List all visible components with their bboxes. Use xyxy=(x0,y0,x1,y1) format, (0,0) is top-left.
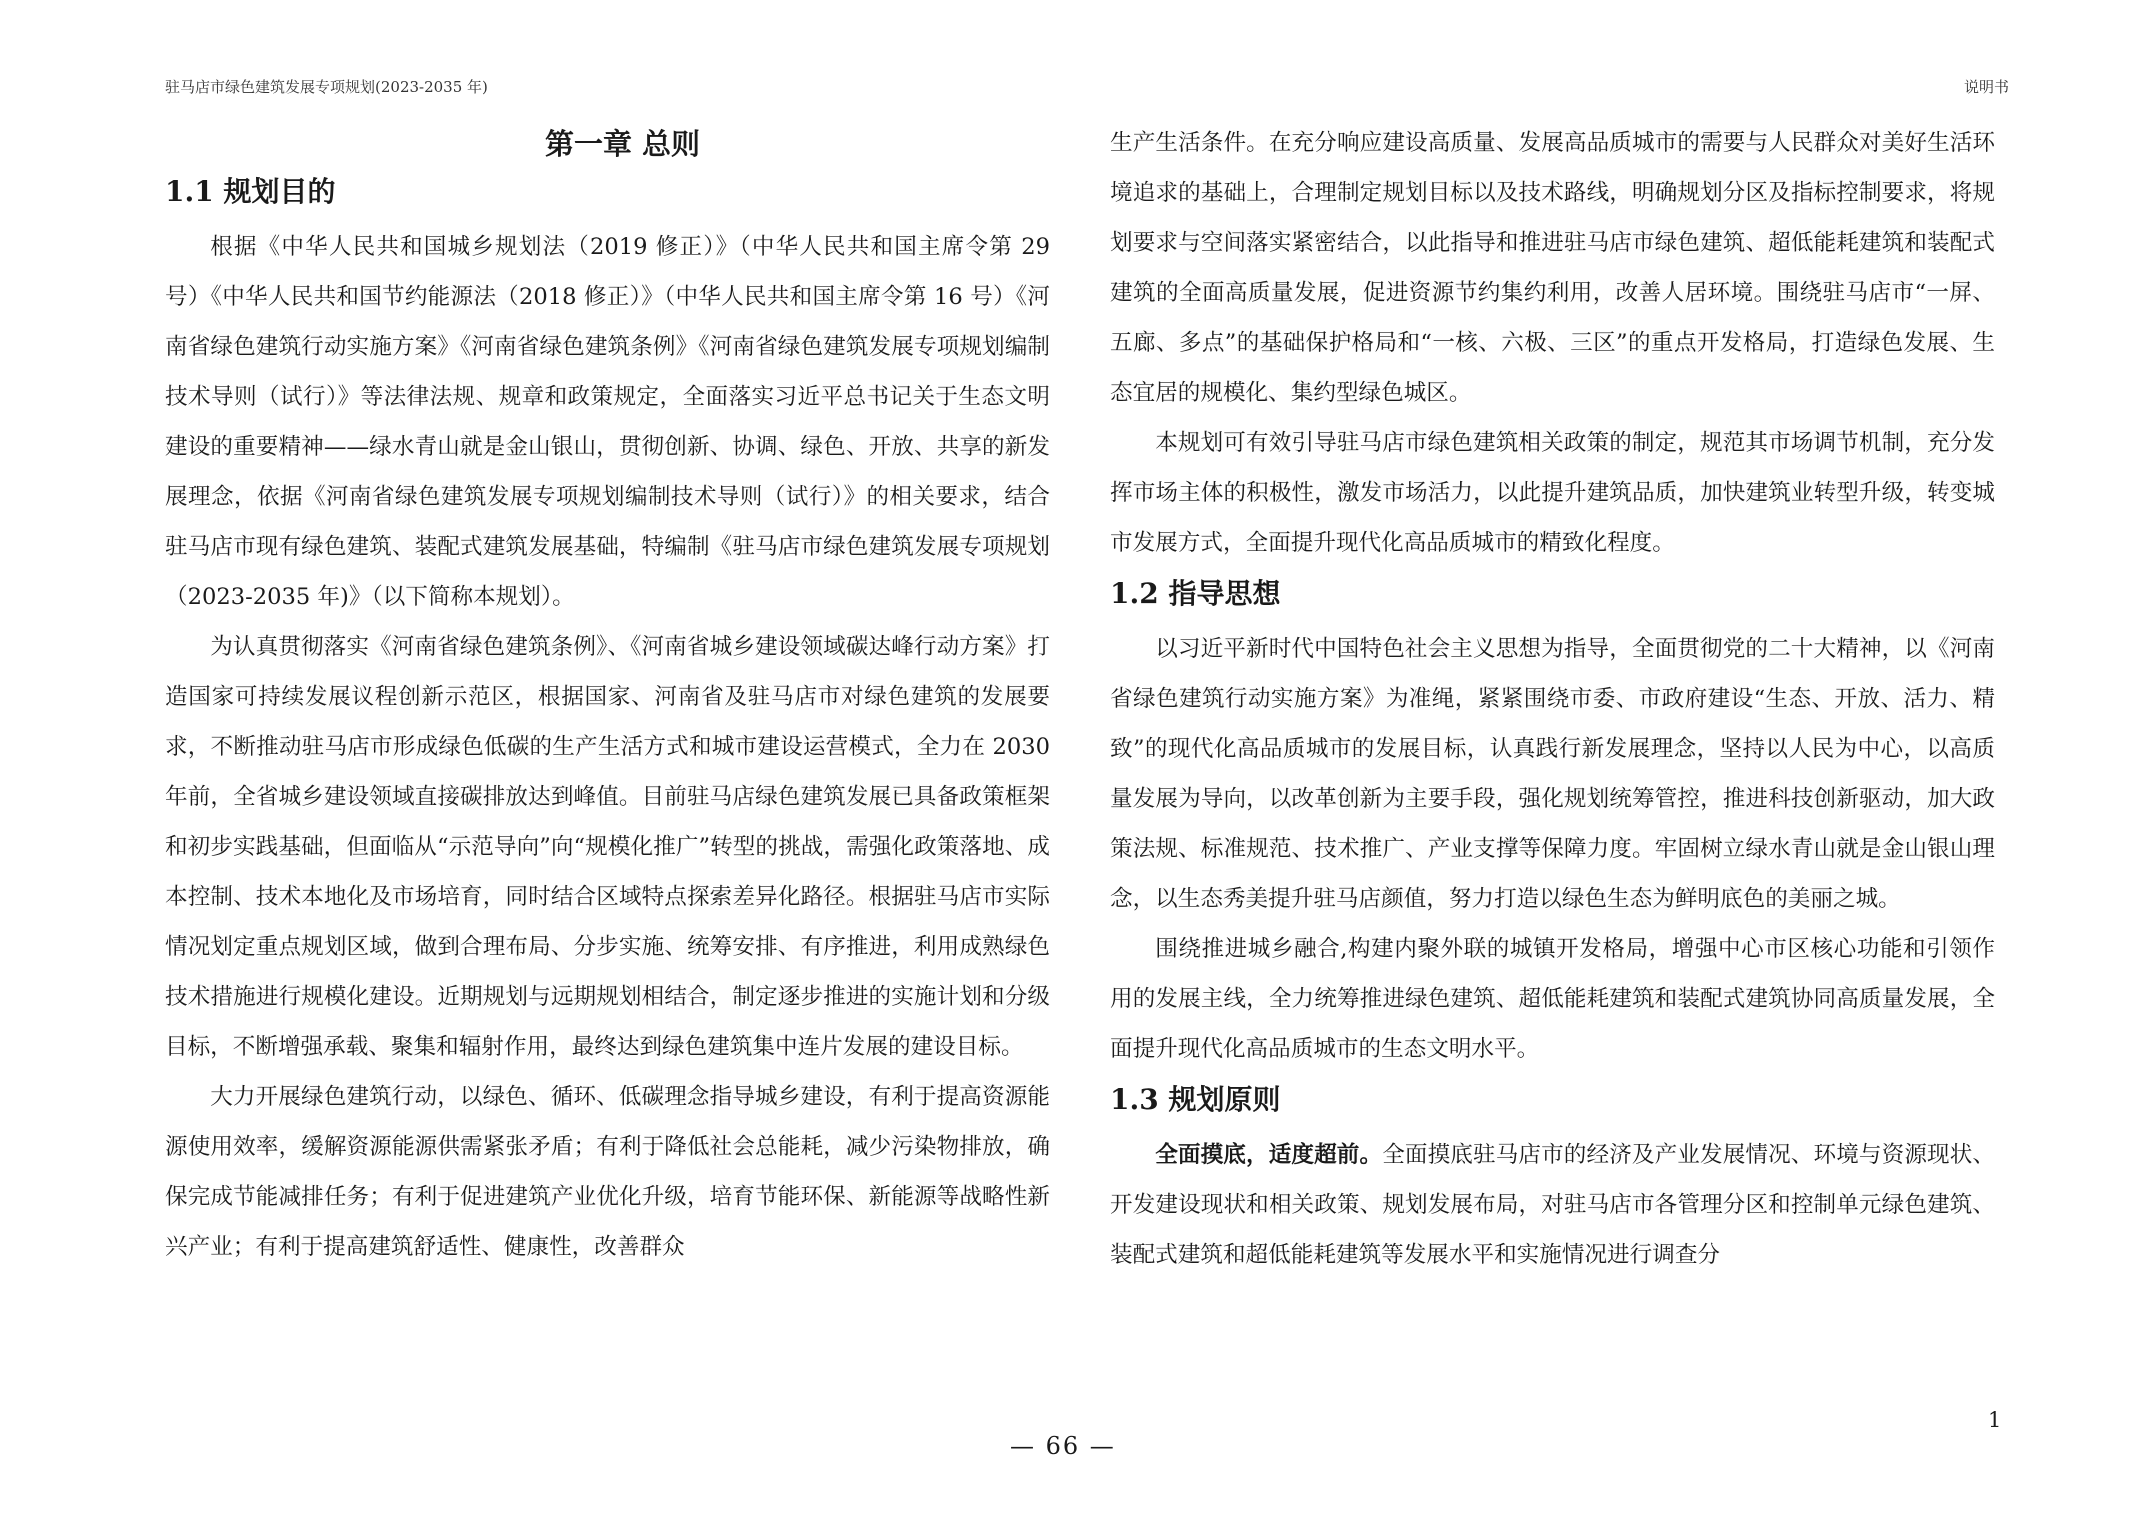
page-number-outer: — 66 — xyxy=(1010,1432,1116,1460)
section-heading-1-1: 1.1 规划目的 xyxy=(165,175,336,208)
page-number-inner: 1 xyxy=(1988,1408,2002,1432)
paragraph-continued: 生产生活条件。在充分响应建设高质量、发展高品质城市的需要与人民群众对美好生活环境追求的基础上，合理制定规划目标以及技术路线，明确规划分区及指标控制要求，将规划要求与空间落实紧密结合，以此指导和推进驻马店市绿色建筑、超低能耗建筑和装配式建筑的全面高质量发展，促进资源节约集约利用，改善人居环境。围绕驻马店市“一屏、五廊、多点”的基础保护格局和“一核、六极、三区”的重点开发格局，打造绿色发展、生态宜居的规模化、集约型绿色城区。 xyxy=(1110,130,1995,406)
section-heading-1-3: 1.3 规划原则 xyxy=(1110,1083,1281,1116)
left-column xyxy=(165,118,1050,1272)
principle-body: 全面摸底驻马店市的经济及产业发展情况、环境与资源现状、开发建设现状和相关政策、规划发展布局，对驻马店市各管理分区和控制单元绿色建筑、装配式建筑和超低能耗建筑等发展水平和实施情况进行调查分 xyxy=(1110,1142,1996,1268)
chapter-title: 第一章 总则 xyxy=(544,127,701,161)
running-header-title: 驻马店市绿色建筑发展专项规划(2023-2035 年) xyxy=(165,78,488,96)
principle-lead: 全面摸底，适度超前。 xyxy=(1155,1142,1383,1168)
paragraph: 为认真贯彻落实《河南省绿色建筑条例》、《河南省城乡建设领域碳达峰行动方案》打造国家可持续发展议程创新示范区，根据国家、河南省及驻马店市对绿色建筑的发展要求，不断推动驻马店市形成绿色低碳的生产生活方式和城市建设运营模式，全力在 2030 年前，全省城乡建设领域直接碳排放达到峰值。目前驻马店绿色建筑发展已具备政策框架和初步实践基础，但面临从“示范导向”向“规模化推广”转型的挑战，需强化政策落地、成本控制、技术本地化及市场培育，同时结合区域特点探索差异化路径。根据驻马店市实际情况划定重点规划区域，做到合理布局、分步实施、统筹安排、有序推进，利用成熟绿色技术措施进行规模化建设。近期规划与远期规划相结合，制定逐步推进的实施计划和分级目标，不断增强承载、聚集和辐射作用，最终达到绿色建筑集中连片发展的建设目标。 xyxy=(165,634,1050,1060)
paragraph: 根据《中华人民共和国城乡规划法（2019 修正）》（中华人民共和国主席令第 29 号）《中华人民共和国节约能源法（2018 修正）》（中华人民共和国主席令第 16 号）《河南省绿色建筑行动实施方案》《河南省绿色建筑条例》《河南省绿色建筑发展专项规划编制技术导则（试行）》等法律法规、规章和政策规定，全面落实习近平总书记关于生态文明建设的重要精神——绿水青山就是金山银山，贯彻创新、协调、绿色、开放、共享的新发展理念，依据《河南省绿色建筑发展专项规划编制技术导则（试行）》的相关要求，结合驻马店市现有绿色建筑、装配式建筑发展基础，特编制《驻马店市绿色建筑发展专项规划（2023-2035 年)》（以下简称本规划）。 xyxy=(165,234,1050,610)
right-column xyxy=(1110,118,1995,1280)
paragraph: 大力开展绿色建筑行动，以绿色、循环、低碳理念指导城乡建设，有利于提高资源能源使用效率，缓解资源能源供需紧张矛盾；有利于降低社会总能耗，减少污染物排放，确保完成节能减排任务；有利于促进建筑产业优化升级，培育节能环保、新能源等战略性新兴产业；有利于提高建筑舒适性、健康性，改善群众 xyxy=(165,1084,1050,1260)
paragraph: 以习近平新时代中国特色社会主义思想为指导，全面贯彻党的二十大精神，以《河南省绿色建筑行动实施方案》为准绳，紧紧围绕市委、市政府建设“生态、开放、活力、精致”的现代化高品质城市的发展目标，认真践行新发展理念，坚持以人民为中心，以高质量发展为导向，以改革创新为主要手段，强化规划统筹管控，推进科技创新驱动，加大政策法规、标准规范、技术推广、产业支撑等保障力度。牢固树立绿水青山就是金山银山理念，以生态秀美提升驻马店颜值，努力打造以绿色生态为鲜明底色的美丽之城。 xyxy=(1110,636,1995,912)
paragraph: 本规划可有效引导驻马店市绿色建筑相关政策的制定，规范其市场调节机制，充分发挥市场主体的积极性，激发市场活力，以此提升建筑品质，加快建筑业转型升级，转变城市发展方式，全面提升现代化高品质城市的精致化程度。 xyxy=(1110,430,1995,556)
principle-paragraph xyxy=(1110,1130,1995,1280)
running-header-doc-type: 说明书 xyxy=(1963,78,2009,96)
paragraph: 围绕推进城乡融合,构建内聚外联的城镇开发格局，增强中心市区核心功能和引领作用的发展主线，全力统筹推进绿色建筑、超低能耗建筑和装配式建筑协同高质量发展，全面提升现代化高品质城市的生态文明水平。 xyxy=(1110,936,1995,1062)
section-heading-1-2: 1.2 指导思想 xyxy=(1110,577,1281,610)
